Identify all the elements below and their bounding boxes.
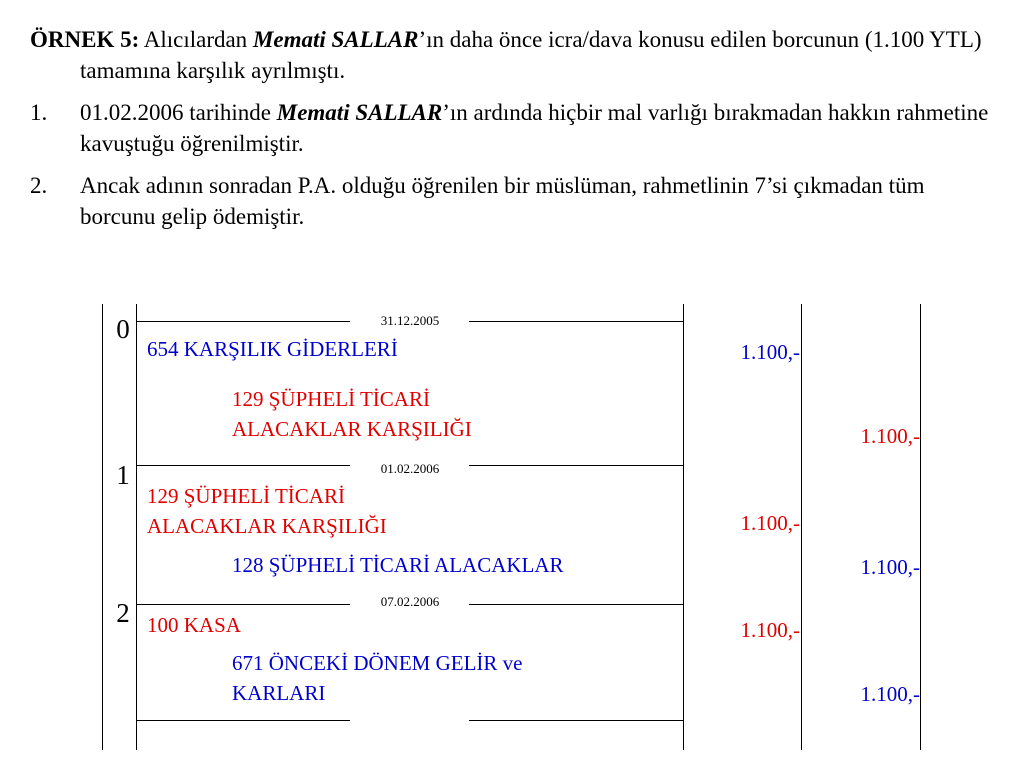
- entry-2-debit-amount: 1.100,-: [740, 618, 800, 642]
- example-text-after: ’ın daha önce icra/dava konusu edilen borcunun (1.100 YTL) tamamına karşılık ayrılmıştı.: [80, 27, 982, 83]
- grid-line-account: [136, 304, 137, 750]
- separator-0-left: [136, 321, 350, 322]
- entry-1-credit-amount: 1.100,-: [860, 555, 920, 579]
- list-item-2: [30, 170, 1005, 232]
- grid-line-right: [920, 304, 921, 750]
- entry-0-date: 31.12.2005: [380, 313, 440, 328]
- entry-2-date: 07.02.2006: [380, 594, 440, 609]
- separator-end-left: [136, 720, 350, 721]
- entry-2-step: 2: [116, 598, 130, 628]
- entry-1-date: 01.02.2006: [380, 461, 440, 476]
- example-label: ÖRNEK 5:: [30, 27, 140, 52]
- grid-line-debit: [683, 304, 684, 750]
- list-item-2-text: Ancak adının sonradan P.A. olduğu öğrenilen bir müslüman, rahmetlinin 7’si çıkmadan tüm borcunu gelip ödemiştir.: [80, 173, 925, 229]
- entry-1-debit-account-line2: ALACAKLAR KARŞILIĞI: [147, 514, 387, 538]
- list-item-1-name: Memati SALLAR: [276, 100, 443, 125]
- entry-1-debit-account-line1: 129 ŞÜPHELİ TİCARİ: [147, 484, 345, 508]
- entry-0-debit-amount: 1.100,-: [740, 340, 800, 364]
- separator-1-left: [136, 465, 350, 466]
- entry-0-credit-account-line2: ALACAKLAR KARŞILIĞI: [232, 417, 472, 441]
- list-item-1-text-after: ’ın ardında hiçbir mal varlığı bırakmadan hakkın rahmetine kavuştuğu öğrenilmiştir.: [80, 100, 989, 156]
- separator-2-right: [469, 604, 683, 605]
- entry-0-debit-account: 654 KARŞILIK GİDERLERİ: [147, 337, 398, 361]
- entry-2-credit-account-line1: 671 ÖNCEKİ DÖNEM GELİR ve: [232, 651, 523, 675]
- entry-0-credit-account-line1: 129 ŞÜPHELİ TİCARİ: [232, 387, 430, 411]
- separator-end-right: [469, 720, 683, 721]
- entry-2-credit-account-line2: KARLARI: [232, 681, 326, 705]
- entry-1-step: 1: [116, 460, 130, 490]
- entry-1-credit-account: 128 ŞÜPHELİ TİCARİ ALACAKLAR: [232, 553, 564, 577]
- separator-1-right: [469, 465, 683, 466]
- list-item-2-number: 2.: [30, 173, 48, 198]
- list-item-1-text-before: 01.02.2006 tarihinde: [80, 100, 277, 125]
- entry-2-debit-account: 100 KASA: [147, 613, 241, 637]
- separator-2-left: [136, 604, 350, 605]
- separator-0-right: [469, 321, 683, 322]
- example-name: Memati SALLAR: [252, 27, 419, 52]
- list-item-1-number: 1.: [30, 100, 48, 125]
- entry-0-credit-amount: 1.100,-: [860, 424, 920, 448]
- grid-line-left: [102, 304, 103, 750]
- list-item-1: [30, 97, 1005, 159]
- entry-0-step: 0: [116, 314, 130, 344]
- example-text-before: Alıcılardan: [139, 27, 253, 52]
- entry-2-credit-amount: 1.100,-: [860, 682, 920, 706]
- grid-line-credit: [801, 304, 802, 750]
- entry-1-debit-amount: 1.100,-: [740, 511, 800, 535]
- example-paragraph: [30, 24, 1005, 86]
- problem-statement: [30, 24, 1005, 243]
